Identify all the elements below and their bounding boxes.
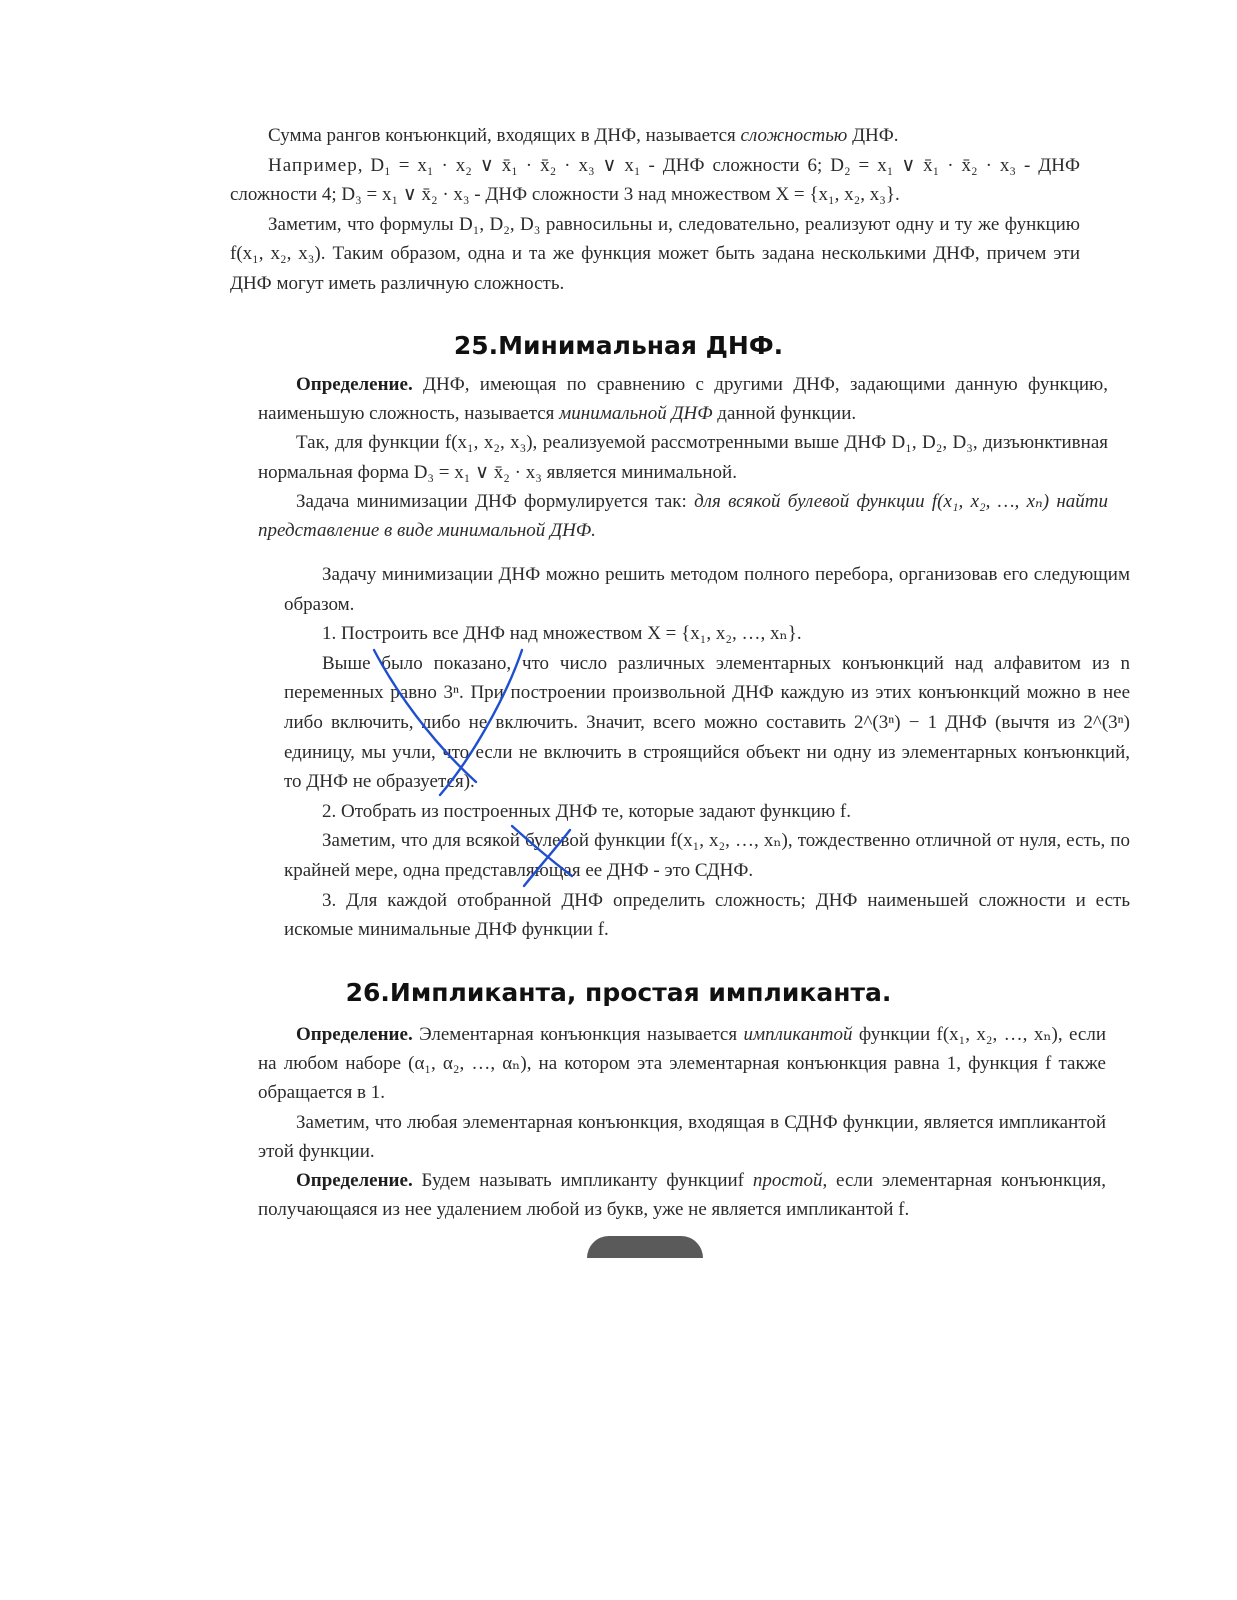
page-tab-indicator xyxy=(587,1236,703,1258)
pen-stroke-small-2 xyxy=(524,830,570,886)
pen-stroke-small-1 xyxy=(512,826,572,876)
s25-q2: 1. Построить все ДНФ над множеством X = {x₁, x₂, …, xₙ}. xyxy=(322,623,802,645)
s25-q3: Выше было показано, что число различных элементарных конъюнкций над алфавитом из n переменных равно 3ⁿ. При построении произвольной ДНФ каждую из этих конъюнкций можно в нее либо включить, либо не включить. Значит, всего можно составить 2^(3ⁿ) − 1 ДНФ (вычтя из 2^(3ⁿ) единицу, мы учли, что если не включить в строящийся объект ни одну из элементарных конъюнкций, то ДНФ не образуется). xyxy=(284,652,1130,793)
intro-paragraph-3: Заметим, что формулы D₁, D₂, D₃ равносильны и, следовательно, реализуют одну и ту же функцию f(x₁, x₂, x₃). Таким образом, одна и та же функция может быть задана несколькими ДНФ, причем эти ДНФ могут иметь различную сложность. xyxy=(230,213,1080,294)
pen-stroke-large-1 xyxy=(374,650,476,782)
intro-paragraph-1: Сумма рангов конъюнкций, входящих в ДНФ, называется сложностью ДНФ. xyxy=(268,125,899,146)
s25-paragraph-3: Задача минимизации ДНФ формулируется так: для всякой булевой функции f(x₁, x₂, …, xₙ) найти представление в виде минимальной ДНФ. xyxy=(258,490,1108,542)
s26-paragraph-3: Определение. Будем называть импликанту функцииf простой, если элементарная конъюнкция, получающаяся из нее удалением любой из букв, уже не является импликантой f. xyxy=(258,1170,1107,1221)
intro-paragraph-2: Например, D₁ = x₁ · x₂ ∨ x̄₁ · x̄₂ · x₃ ∨ x₁ - ДНФ сложности 6; D₂ = x₁ ∨ x̄₁ · x̄₂ · x₃ - ДНФ сложности 4; D₃ = x₁ ∨ x̄₂ · x₃ - ДНФ сложности 3 над множеством X = {x₁, x₂, x₃}. xyxy=(230,154,1080,205)
pen-stroke-large-2 xyxy=(440,650,522,795)
s25-q1: Задачу минимизации ДНФ можно решить методом полного перебора, организовав его следующим образом. xyxy=(284,564,1130,615)
s25-q5: Заметим, что для всякой булевой функции f(x₁, x₂, …, xₙ), тождественно отличной от нуля, есть, по крайней мере, одна представляющая ее ДНФ - это СДНФ. xyxy=(284,830,1130,881)
s25-q4: 2. Отобрать из построенных ДНФ те, которые задают функцию f. xyxy=(322,800,851,822)
s26-paragraph-1: Определение. Элементарная конъюнкция называется импликантой функции f(x₁, x₂, …, xₙ), если на любом наборе (α₁, α₂, …, αₙ), на котором эта элементарная конъюнкция равна 1, функция f также обращается в 1. xyxy=(258,1024,1106,1104)
section-25-heading: 25.Минимальная ДНФ. xyxy=(453,331,784,360)
s25-paragraph-1: Определение. ДНФ, имеющая по сравнению с другими ДНФ, задающими данную функцию, наименьшую сложность, называется минимальной ДНФ данной функции. xyxy=(258,374,1108,425)
s25-q6: 3. Для каждой отобранной ДНФ определить сложность; ДНФ наименьшей сложности и есть искомые минимальные ДНФ функции f. xyxy=(284,889,1130,941)
s26-paragraph-2: Заметим, что любая элементарная конъюнкция, входящая в СДНФ функции, является импликантой этой функции. xyxy=(258,1111,1106,1162)
s25-paragraph-2: Так, для функции f(x₁, x₂, x₃), реализуемой рассмотренными выше ДНФ D₁, D₂, D₃, дизъюнктивная нормальная форма D₃ = x₁ ∨ x̄₂ · x₃ является минимальной. xyxy=(258,432,1108,483)
section-26-heading: 26.Импликанта, простая импликанта. xyxy=(345,978,892,1007)
